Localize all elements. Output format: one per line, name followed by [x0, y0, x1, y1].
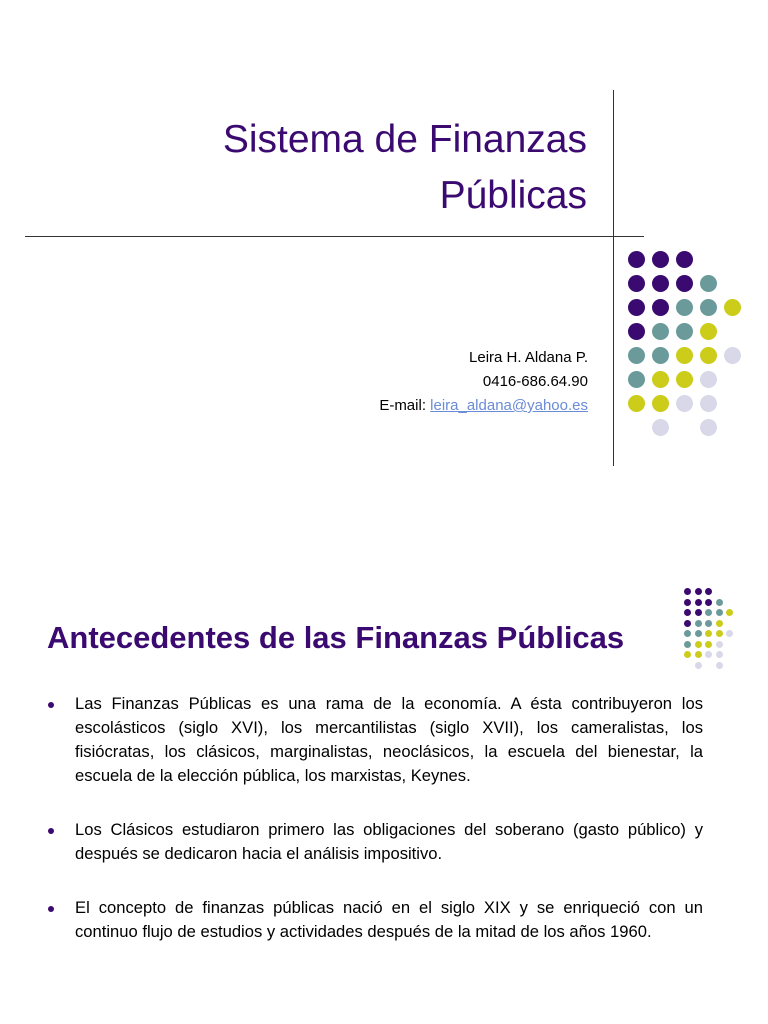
decorative-dot	[628, 299, 645, 316]
decorative-dot	[695, 599, 702, 606]
decorative-dot	[700, 419, 717, 436]
decorative-dot	[628, 251, 645, 268]
decorative-dot	[716, 630, 723, 637]
decorative-dot	[716, 620, 723, 627]
decorative-dot	[684, 609, 691, 616]
decorative-dot	[628, 275, 645, 292]
author-email-line	[379, 394, 588, 418]
decorative-dot	[700, 371, 717, 388]
decorative-dot	[676, 299, 693, 316]
decorative-dot	[695, 651, 702, 658]
author-phone: 0416-686.64.90	[482, 373, 588, 390]
decorative-dot	[716, 662, 723, 669]
presentation-title	[67, 112, 587, 224]
slide-antecedentes	[0, 560, 768, 1024]
decorative-dot	[724, 347, 741, 364]
decorative-dot	[700, 299, 717, 316]
decorative-dot	[705, 609, 712, 616]
decorative-dot	[695, 641, 702, 648]
bullet-text: Los Clásicos estudiaron primero las obligaciones del soberano (gasto público) y después se dedicaron hacia el análisis impositivo.	[75, 820, 703, 863]
slide-title: Antecedentes de las Finanzas Públicas	[47, 620, 625, 655]
list-item	[48, 692, 703, 788]
decorative-dot	[628, 347, 645, 364]
author-name: Leira H. Aldana P.	[469, 349, 588, 366]
decorative-dot	[684, 599, 691, 606]
decorative-dot	[724, 299, 741, 316]
decorative-dot	[695, 630, 702, 637]
email-label: E-mail:	[379, 397, 431, 414]
decorative-dot	[676, 347, 693, 364]
decorative-dot	[676, 323, 693, 340]
decorative-dot	[726, 609, 733, 616]
decorative-dot	[676, 371, 693, 388]
list-item	[48, 896, 703, 944]
decorative-dot	[716, 651, 723, 658]
decorative-dot	[695, 620, 702, 627]
decorative-dot	[676, 251, 693, 268]
bullet-icon	[48, 828, 54, 834]
decorative-dot	[716, 599, 723, 606]
decorative-dot	[705, 651, 712, 658]
vertical-divider	[613, 90, 614, 466]
bullet-icon	[48, 906, 54, 912]
decorative-dot	[705, 599, 712, 606]
decorative-dot	[726, 630, 733, 637]
bullet-icon	[48, 702, 54, 708]
decorative-dot	[705, 620, 712, 627]
decorative-dot	[676, 275, 693, 292]
title-line-2: Públicas	[439, 174, 587, 217]
decorative-dot	[705, 588, 712, 595]
author-block	[379, 346, 588, 418]
decorative-dot	[652, 419, 669, 436]
decorative-dot	[652, 299, 669, 316]
decorative-dot	[700, 275, 717, 292]
decorative-dot	[684, 630, 691, 637]
decorative-dot	[676, 395, 693, 412]
decorative-dot	[652, 371, 669, 388]
decorative-dot	[716, 609, 723, 616]
decorative-dot	[716, 641, 723, 648]
decorative-dot	[652, 347, 669, 364]
decorative-dot	[684, 651, 691, 658]
decorative-dot	[628, 395, 645, 412]
bullet-list	[48, 692, 703, 974]
decorative-dot	[652, 251, 669, 268]
list-item	[48, 818, 703, 866]
decorative-dot	[684, 620, 691, 627]
bullet-text: Las Finanzas Públicas es una rama de la economía. A ésta contribuyeron los escolásticos (siglo XVI), los mercantilistas (siglo XVII), los cameralistas, los fisiócratas, los clásicos, marginalistas, neoclásicos, la escuela del bienestar, la escuela de la elección pública, los marxistas, Keynes.	[75, 694, 703, 785]
decorative-dot	[684, 588, 691, 595]
bullet-text: El concepto de finanzas públicas nació en el siglo XIX y se enriqueció con un continuo flujo de estudios y actividades después de la mitad de los años 1960.	[75, 898, 703, 941]
decorative-dot	[652, 323, 669, 340]
decorative-dot	[705, 641, 712, 648]
horizontal-divider	[25, 236, 644, 237]
decorative-dot	[705, 630, 712, 637]
decorative-dot	[695, 609, 702, 616]
decorative-dot	[700, 323, 717, 340]
decorative-dot	[652, 395, 669, 412]
decorative-dot	[695, 588, 702, 595]
decorative-dot	[700, 347, 717, 364]
title-line-1: Sistema de Finanzas	[222, 118, 587, 161]
decorative-dot	[684, 641, 691, 648]
decorative-dot	[628, 371, 645, 388]
decorative-dot	[628, 323, 645, 340]
decorative-dot	[695, 662, 702, 669]
email-link[interactable]: leira_aldana@yahoo.es	[430, 397, 588, 414]
decorative-dot	[652, 275, 669, 292]
decorative-dot	[700, 395, 717, 412]
